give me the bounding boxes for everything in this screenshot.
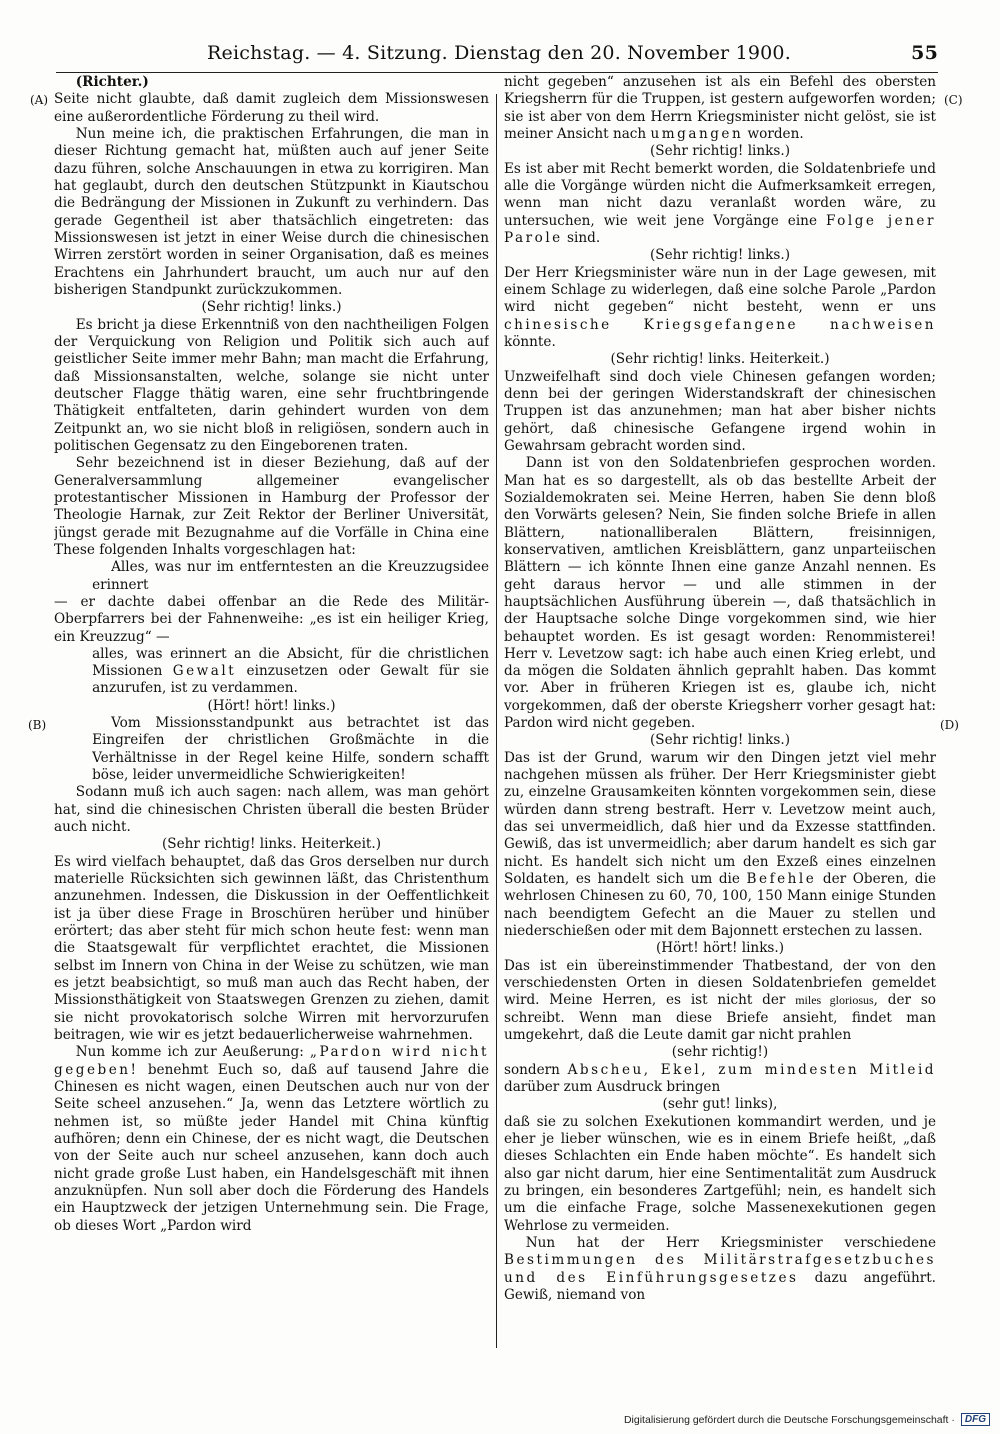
text-run: , der so schreibt. Wenn man diese Briefe ansieht, findet man umgekehrt, daß die Leute damit gar nicht prahlen [504, 992, 936, 1044]
interjection: (sehr richtig!) [671, 1044, 769, 1061]
paragraph [504, 161, 936, 248]
quote-text: einzusetzen oder Gewalt für sie anzurufen, ist zu verdammen. [92, 663, 489, 697]
text-run: sondern [504, 1061, 568, 1078]
paragraph: Es bricht ja diese Erkenntniß von den nachtheiligen Folgen der Verquickung von Religion und Politik sich auch auf geistlicher Seite immer mehr Bahn; man macht die Erfahrung, daß Missionsanstalten, welche, solange sie nicht unter deutscher Flagge thätig waren, eine sehr fruchtbringende Thätigkeit entfalteten, darin gehindert wurden von dem Zeitpunkt an, wo sie nicht bloß in religiösen, sondern auch in politischen Gegensatz zu den Eingeborenen traten. [54, 316, 489, 454]
paragraph: Unzweifelhaft sind doch viele Chinesen gefangen worden; denn bei der geringen Widerstandskraft der chinesischen Truppen ist das anzunehmen; man hat aber bisher nichts gehört, daß chinesische Gefangene irgend wohin in Gewahrsam gebracht worden sind. [504, 368, 936, 454]
interjection: (Sehr richtig! links.) [649, 143, 791, 160]
page-number: 55 [911, 42, 938, 64]
text-run: nicht gegeben“ anzusehen ist als ein Befehl des obersten Kriegsherrn für die Truppen, ist gestern aufgeworfen worden; sie ist aber von dem Herrn Kriegsminister nicht gelöst, sie ist meiner Ansicht nach [504, 74, 936, 142]
paragraph [54, 1044, 489, 1235]
text-run: Der Herr Kriegsminister wäre nun in der Lage gewesen, mit einem Schlage zu widerlegen, daß eine solche Parole „Pardon wird nicht gegeben“ nicht besteht, wenn er uns [504, 264, 936, 316]
paragraph [504, 265, 936, 352]
text-run: der Oberen, die wehrlosen Chinesen zu 60, 70, 100, 150 Mann einige Stunden nach beendigtem Gefecht an die Mauer zu stellen und niederschießen oder mit dem Bajonnett erstechen zu lassen. [504, 871, 936, 940]
text-run: könnte. [504, 333, 556, 350]
paragraph [504, 1062, 936, 1097]
right-column [504, 74, 936, 1348]
text-run: Nun hat der Herr Kriegsminister verschiedene [525, 1234, 936, 1251]
interjection: (Sehr richtig! links. Heiterkeit.) [161, 836, 382, 853]
paragraph: daß sie zu solchen Exekutionen kommandirt werden, und je eher je lieber wünschen, wie es in einem Briefe heißt, „daß dieses Schlachten ein Ende haben möchte“. Es handelt sich also gar nicht darum, hier eine Sentimentalität zum Ausdruck zu bringen, ein besonderes Zartgefühl; nein, es handelt sich um die einfache Frage, solche Massenexekutionen gegen Wehrlose zu vermeiden. [504, 1113, 936, 1234]
paragraph [504, 750, 936, 941]
text-run: darüber zum Ausdruck bringen [504, 1079, 721, 1096]
spaced-emphasis: Abscheu, Ekel, zum mindesten Mitleid [567, 1061, 936, 1078]
spaced-emphasis: „Pardon wird nicht gegeben! [54, 1044, 489, 1078]
page-header [60, 42, 938, 70]
paragraph [504, 74, 936, 143]
spaced-emphasis: umgangen [650, 125, 744, 142]
paragraph [504, 958, 936, 1045]
text-run: Es ist aber mit Recht bemerkt worden, die Soldatenbriefe und alle die Vorgänge würden nicht die Aufmerksamkeit erregen, wenn man nicht dazu veranlaßt worden wäre, zu untersuchen, wie weit jene Vorgänge eine [504, 160, 936, 229]
paragraph: Sehr bezeichnend ist in dieser Beziehung, daß auf der Generalversammlung allgemeiner evangelischer protestantischer Missionen in Hamburg der Professor der Theologie Harnak, zur Zeit Rektor der Berliner Universität, jüngst gerade mit Bezugnahme auf die Vorfälle in China eine These folgenden Inhalts vorgeschlagen hat: [54, 455, 489, 558]
paragraph [504, 1235, 936, 1304]
text-run: Das ist der Grund, warum wir den Dingen jetzt viel mehr nachgehen müssen als früher. Der Herr Kriegsminister giebt zu, einzelne Grausamkeiten könnten vorgekommen sein, diese würden dann streng bestraft. Herr v. Levetzow meint auch, das sei unvermeidlich, daß hier und da Exzesse stattfinden. Gewiß, das ist unvermeidlich; aber darum handelt es sich gar nicht. Es handelt sich nicht um den Exzeß eines einzelnen Soldaten, es handelt sich um die [504, 749, 936, 888]
paragraph: Dann ist von den Soldatenbriefen gesprochen worden. Man hat es so dargestellt, als ob das bestellte Arbeit der Sozialdemokraten sei. Meine Herren, haben Sie denn bloß den Vorwärts gelesen? Nein, Sie finden solche Briefe in allen Blättern, nationalliberalen Blättern, freisinnigen, konservativen, amtlichen Kreisblättern, ganz unparteiischen Blättern — ich könnte Ihnen eine ganze Anzahl nennen. Es geht daraus hervor — und alle stimmen in der hauptsächlichen Ausführung überein —, daß thatsächlich in der Hauptsache solche Dinge vorgekommen sind, wie hier behauptet worden. Es ist gesagt worden: Renommisterei! Herr v. Levetzow sagt: ich habe auch einen Krieg erlebt, und da mögen die Soldaten ähnlich geprahlt haben. Das kommt vor. Aber in früheren Kriegen ist es, glaube ich, nicht vorgekommen, daß der oberste Kriegsherr vorher gesagt hat: Pardon wird nicht gegeben. [504, 455, 936, 732]
digitization-credit [624, 1413, 990, 1426]
quotation: Alles, was nur im entferntesten an die Kreuzzugsidee erinnert [92, 559, 489, 593]
interjection: (Sehr richtig! links.) [201, 299, 342, 316]
dfg-logo-icon: DFG [961, 1413, 990, 1426]
margin-mark-b: (B) [28, 718, 47, 732]
text-run: sind. [562, 229, 601, 246]
paragraph: — er dachte dabei offenbar an die Rede des Militär-Oberpfarrers bei der Fahnenweihe: „es ist ein heiliger Krieg, ein Kreuzzug“ — [54, 593, 489, 645]
paragraph: Es wird vielfach behauptet, daß das Gros derselben nur durch materielle Rücksichten sich gewinnen läßt, das Christenthum anzunehmen. Indessen, die Diskussion in der Oeffentlichkeit ist ja über diese Frage in Broschüren herüber und hinüber erörtert; das aber steht für mich schon heute fest: wenn man die Staatsgewalt für verpflichtet erachtet, die Missionen selbst im Innern von China in der Weise zu schützen, wie man es jetzt beabsichtigt, so muß man auch das Recht haben, der Missionsthätigkeit von Staatswegen Grenzen zu ziehen, damit sie nicht provokatorisch solche Wirren mit hervorzurufen beitragen, wie wir es jetzt bedauerlicherweise wahrnehmen. [54, 853, 489, 1044]
header-title: Reichstag. — 4. Sitzung. Dienstag den 20. November 1900. [207, 42, 791, 64]
interjection: (Hört! hört! links.) [207, 697, 336, 714]
latin-phrase: miles gloriosus [795, 993, 874, 1008]
interjection: (Sehr richtig! links. Heiterkeit.) [610, 351, 830, 368]
header-rule [56, 72, 938, 73]
spaced-emphasis: Folge jener Parole [504, 212, 936, 246]
text-run: dazu angeführt. Gewiß, niemand von [504, 1269, 936, 1303]
paragraph: Sodann muß ich auch sagen: nach allem, was man gehört hat, sind die chinesischen Christen überall die besten Brüder auch nicht. [54, 784, 489, 836]
spaced-emphasis: Befehle [746, 871, 817, 888]
text-run: worden. [743, 125, 804, 142]
spaced-emphasis: Bestimmungen des Militärstrafgesetzbuches und des Einführungsgesetzes [504, 1252, 936, 1286]
text-run: benehmt Euch so, daß auf tausend Jahre die Chinesen es nicht wagen, einen Deutschen auch nur von der Seite scheel anzusehen.“ Ja, wenn das Letztere wörtlich zu nehmen ist, so müßte jeder Handel mit China künftig aufhören; denn ein Chinese, der es nicht wagt, die Deutschen von der Seite auch nur scheel anzusehen, kann doch auch nicht grade große Lust haben, ein Handelsgeschäft mit ihnen anzuknüpfen. Nun soll aber doch die Förderung des Handels ein Hauptzweck der jetzigen Unternehmung sein. Die Frage, ob dieses Wort „Pardon wird [54, 1061, 489, 1234]
interjection: (Sehr richtig! links.) [649, 732, 791, 749]
credit-text: Digitalisierung gefördert durch die Deutsche Forschungsgemeinschaft · [623, 1413, 955, 1426]
quotation: Vom Missionsstandpunkt aus betrachtet ist das Eingreifen der christlichen Großmächte in die Verhältnisse in der Regel keine Hilfe, sondern schafft böse, leider unvermeidliche Schwierigkeiten! [92, 715, 489, 784]
margin-mark-c: (C) [944, 93, 963, 107]
spaced-emphasis: Gewalt [172, 663, 237, 680]
column-divider [496, 94, 497, 1348]
quote-text: alles, was erinnert an die Absicht, für die christlichen Missionen [92, 645, 489, 680]
speaker-name: (Richter.) [75, 74, 149, 90]
spaced-emphasis: chinesische Kriegsgefangene nachweisen [504, 316, 936, 333]
paragraph: Nun meine ich, die praktischen Erfahrungen, die man in dieser Richtung gemacht hat, müßten auch auf jener Seite dazu führen, solche Anschauungen in etwa zu korrigiren. Man hat geglaubt, durch den deutschen Stützpunkt in Kiautschou die Bedrängung der Missionen in Zukunft zu verhindern. Das gerade Gegentheil ist aber thatsächlich eingetreten: das Missionswesen ist jetzt in einer Weise durch die chinesischen Wirren zerstört worden in seiner Organisation, daß es meines Erachtens ein Jahrhundert braucht, um auch nur auf den bisherigen Standpunkt zurückzukommen. [54, 125, 489, 298]
text-run: Das ist ein übereinstimmender Thatbestand, der von den verschiedensten Orten in diesen Soldatenbriefen gemeldet wird. Meine Herren, es ist nicht der [504, 957, 936, 1009]
text-run: Nun komme ich zur Aeußerung: [75, 1044, 310, 1061]
left-column [54, 74, 489, 1348]
margin-mark-a: (A) [30, 93, 49, 107]
interjection: (Hört! hört! links.) [655, 940, 785, 957]
quotation [54, 646, 489, 698]
paragraph: Seite nicht glaubte, daß damit zugleich dem Missionswesen eine außerordentliche Förderung zu theil wird. [54, 91, 489, 125]
interjection: (sehr gut! links), [662, 1096, 778, 1113]
margin-mark-d: (D) [940, 718, 959, 732]
interjection: (Sehr richtig! links.) [649, 247, 791, 264]
